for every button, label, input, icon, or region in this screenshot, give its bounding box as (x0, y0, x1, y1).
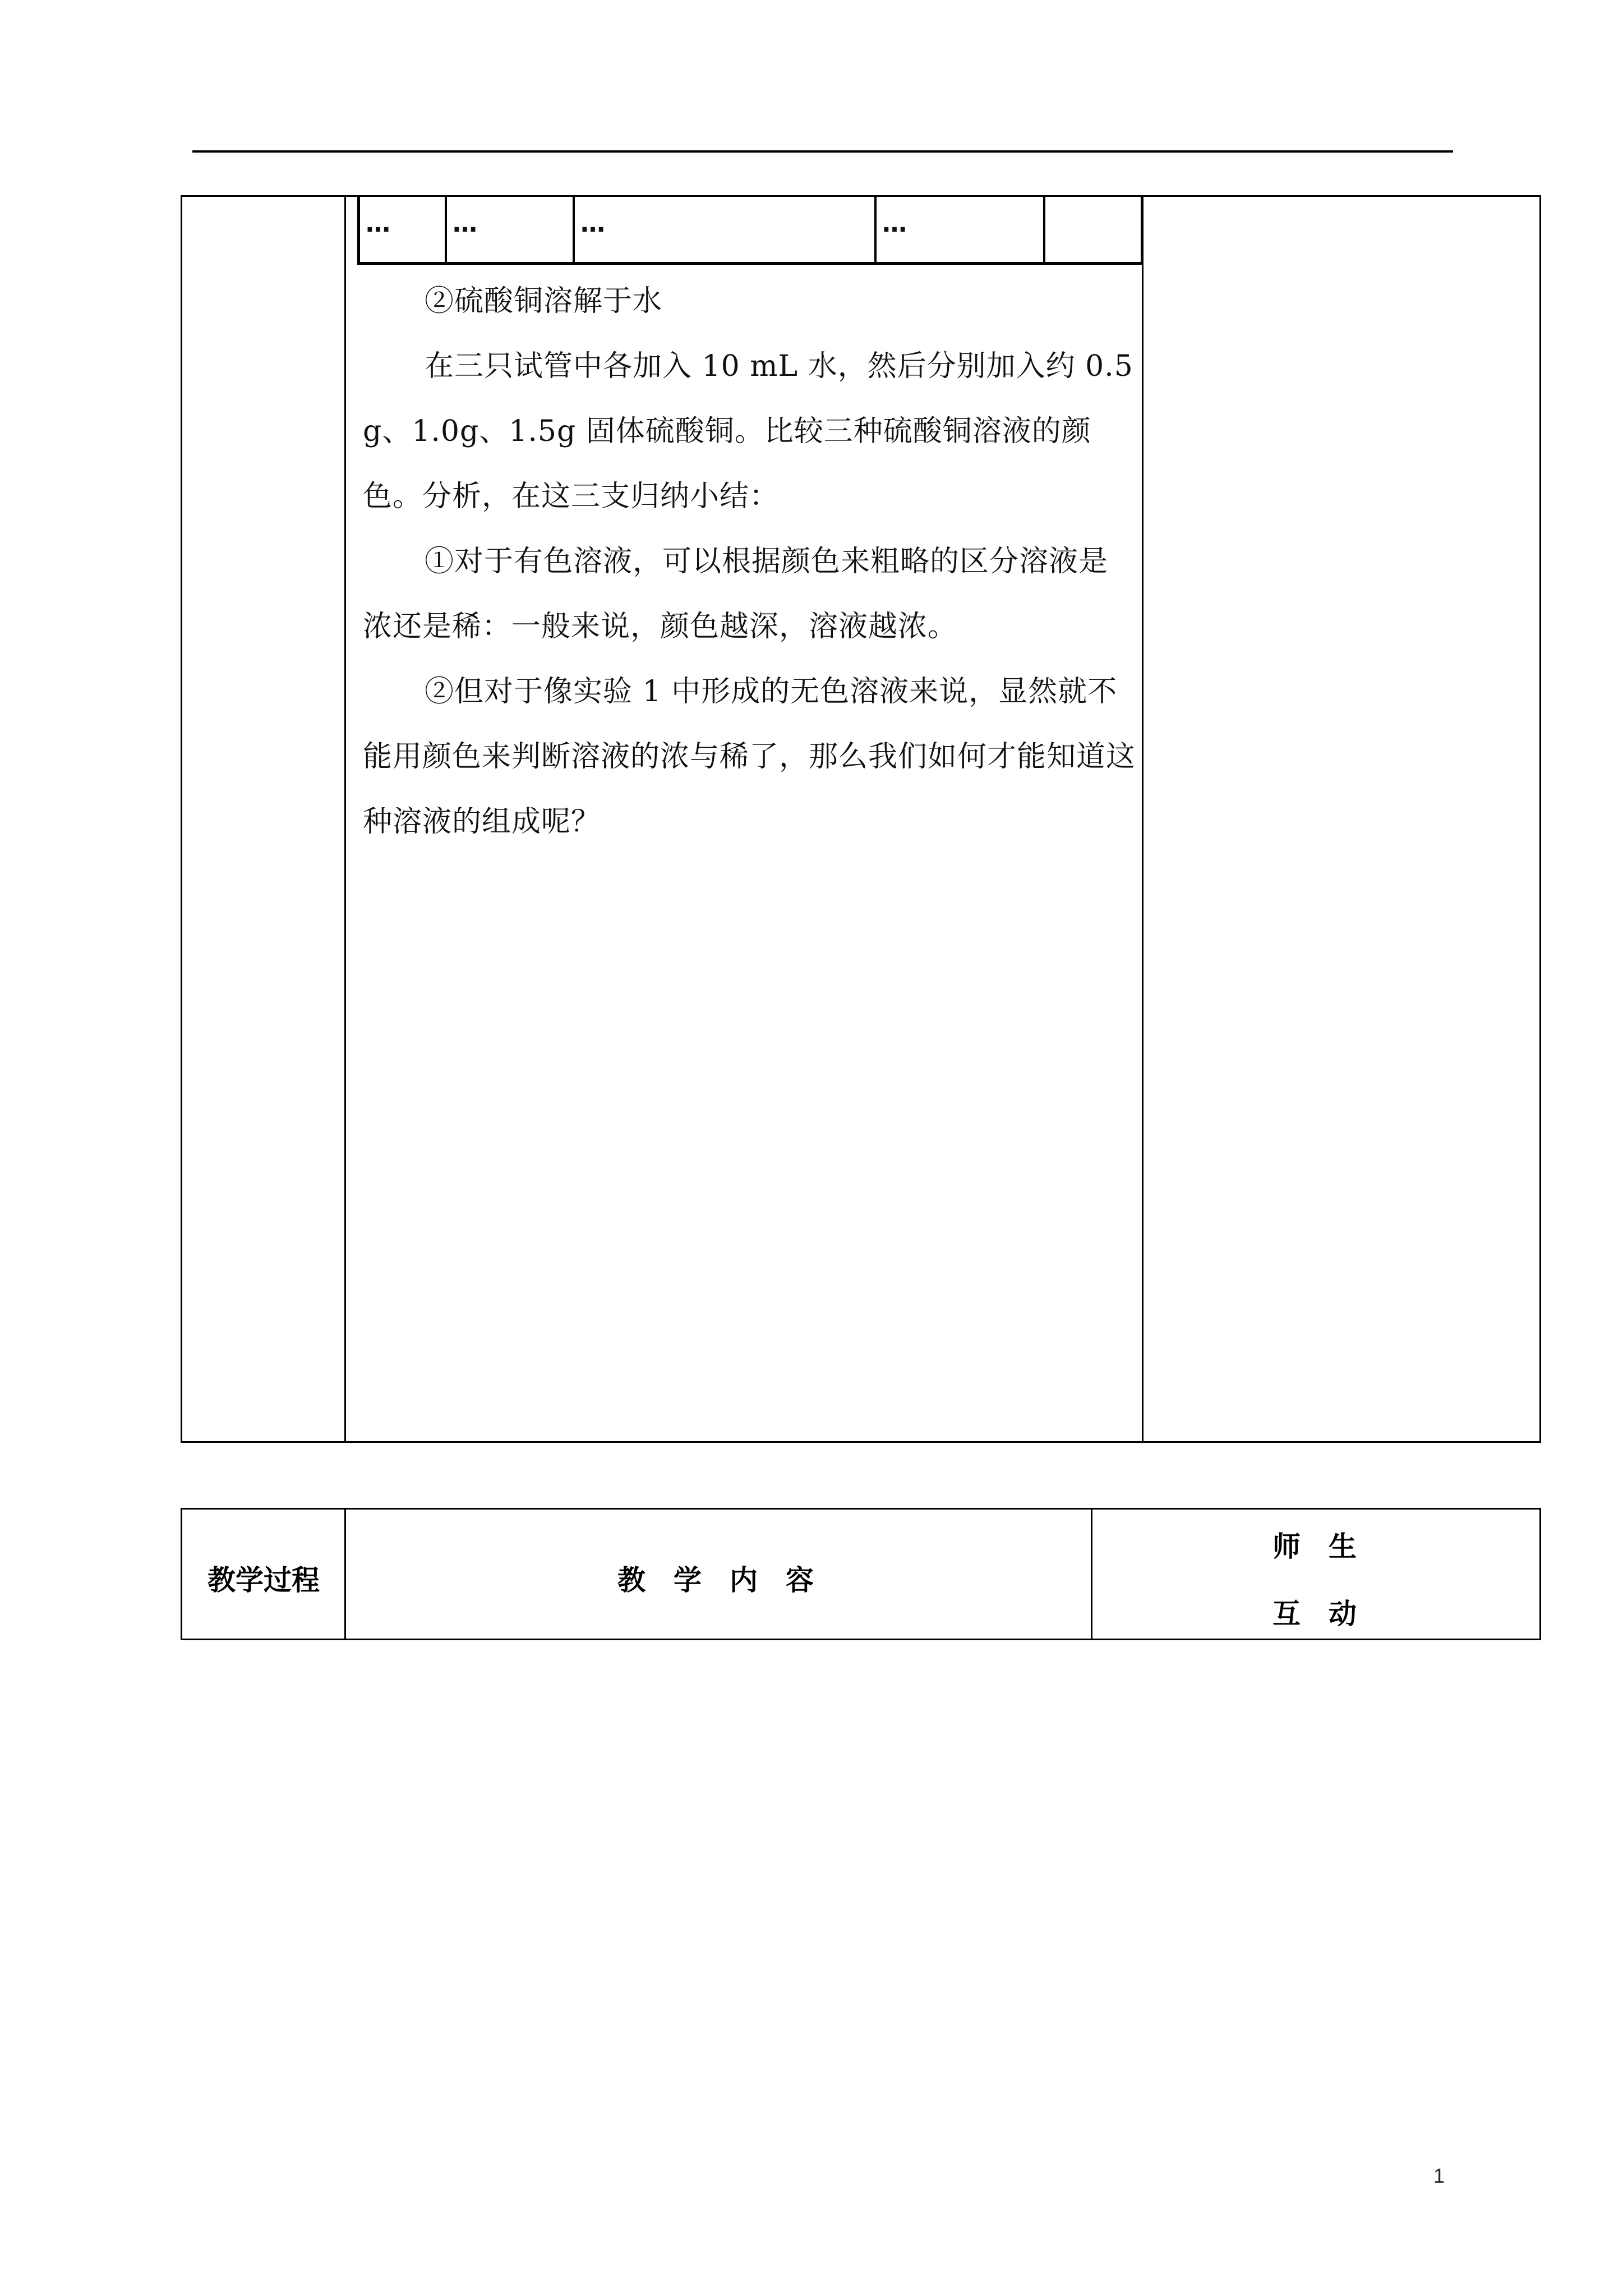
header-interaction-line1: 师 生 (1272, 1530, 1357, 1563)
inner-cell-1: … (360, 197, 447, 262)
inner-cell-5 (1045, 197, 1141, 262)
header-rule (192, 150, 1453, 153)
header-divider-left (344, 1510, 346, 1639)
paragraph-summary-1: ①对于有色溶液，可以根据颜色来粗略的区分溶液是浓还是稀：一般来说，颜色越深，溶液越浓。 (363, 545, 1109, 643)
header-divider-right (1091, 1510, 1092, 1639)
lesson-header-table (181, 1508, 1541, 1640)
inner-cell-3: … (575, 197, 877, 262)
column-divider-right (1142, 197, 1144, 1441)
paragraph-heading: ②硫酸铜溶解于水 (425, 284, 663, 318)
lesson-text (363, 269, 1137, 854)
paragraph-summary-2: ②但对于像实验 1 中形成的无色溶液来说，显然就不能用颜色来判断溶液的浓与稀了，那么我们如何才能知道这种溶液的组成呢？ (363, 675, 1136, 839)
lesson-content-table (181, 195, 1541, 1443)
header-teaching-process: 教学过程 (208, 1564, 320, 1596)
paragraph-experiment: 在三只试管中各加入 10 mL 水，然后分别加入约 0.5 g、1.0g、1.5g 固体硫酸铜。比较三种硫酸铜溶液的颜色。分析，在这三支归纳小结： (363, 349, 1133, 513)
header-teaching-content: 教 学 内 容 (617, 1564, 814, 1596)
header-interaction-line2: 互 动 (1272, 1598, 1357, 1630)
inner-cell-2: … (447, 197, 575, 262)
column-divider-left (344, 197, 346, 1441)
inner-cell-4: … (877, 197, 1045, 262)
page-number: 1 (1433, 2164, 1445, 2187)
inner-table-row (357, 197, 1144, 265)
